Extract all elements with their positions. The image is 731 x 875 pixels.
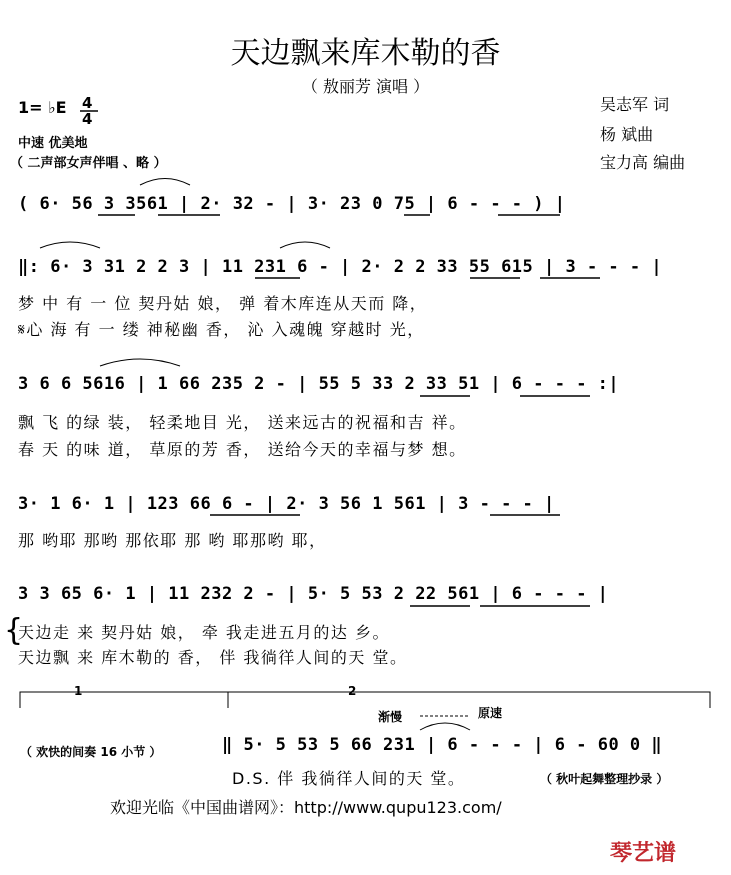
brand-logo: 琴艺谱 <box>610 841 677 866</box>
lyric-row-3-verse-2: 春 天 的味 道， 草原的芳 香， 送给今天的幸福与梦 想。 <box>18 440 467 459</box>
volta-second-bracket <box>228 692 710 708</box>
notation-row-5: 3 3 65 6· 1 | 11 232 2 - | 5· 5 53 2 22 561 | 6 - - - | <box>18 584 609 604</box>
slur <box>40 242 100 248</box>
transcriber-note: （ 秋叶起舞整理抄录 ） <box>540 772 669 786</box>
lyric-row-5-verse-1: 天边走 来 契丹姑 娘， 牵 我走进五月的达 乡。 <box>18 623 391 642</box>
slur <box>280 242 330 248</box>
lyric-coda: D.S. 伴 我徜徉人间的天 堂。 <box>232 769 466 788</box>
site-footer: 欢迎光临《中国曲谱网》：http://www.qupu123.com/ <box>110 798 502 817</box>
interlude-note: （ 欢快的间奏 16 小节 ） <box>20 745 162 759</box>
notation-coda: ‖ 5· 5 53 5 66 231 | 6 - - - | 6 - 60 0 ‖ <box>222 735 663 755</box>
tempo-rit: 渐慢 <box>378 710 403 724</box>
composer: 杨 斌曲 <box>600 125 654 144</box>
notation-row-1: ( 6· 56 3 3561 | 2· 32 - | 3· 23 0 75 | 6 - - - ) | <box>18 194 566 214</box>
key-signature: 1= ♭E <box>18 98 67 117</box>
lyric-row-3-verse-1: 飘 飞 的绿 装， 轻柔地目 光， 送来远古的祝福和吉 祥。 <box>18 413 467 432</box>
slur <box>100 359 180 366</box>
lyricist: 吴志军 词 <box>600 95 670 114</box>
volta-first-label: 1 <box>74 684 83 698</box>
performance-note: （ 二声部女声伴唱 、略 ） <box>10 156 167 171</box>
time-sig-bottom: 4 <box>82 110 93 128</box>
verse-brace: { <box>4 613 24 648</box>
notation-row-4: 3· 1 6· 1 | 123 66 6 - | 2· 3 56 1 561 | 3 - - - | <box>18 494 555 514</box>
time-sig-top: 4 <box>82 94 93 112</box>
lyric-row-5-verse-2: 天边飘 来 库木勒的 香， 伴 我徜徉人间的天 堂。 <box>18 648 408 667</box>
performer: （ 敖丽芳 演唱 ） <box>301 77 430 96</box>
slur <box>140 179 190 186</box>
tempo-a-tempo: 原速 <box>478 706 503 720</box>
volta-second-label: 2 <box>348 684 357 698</box>
song-title: 天边飘来库木勒的香 <box>230 36 501 71</box>
slur <box>420 723 470 730</box>
tempo-mark: 中速 优美地 <box>18 136 88 151</box>
notation-row-2: ‖: 6· 3 31 2 2 3 | 11 231 6 - | 2· 2 2 33 55 615 | 3 - - - | <box>18 257 663 277</box>
lyric-row-4: 那 哟耶 那哟 那依耶 那 哟 耶那哟 耶， <box>18 531 327 550</box>
arranger: 宝力高 编曲 <box>600 153 686 172</box>
lyric-row-2-verse-1: 梦 中 有 一 位 契丹姑 娘， 弹 着木库连从天而 降， <box>18 294 428 313</box>
lyric-row-2-verse-2: 𝄋心 海 有 一 缕 神秘幽 香， 沁 入魂魄 穿越时 光， <box>18 320 425 339</box>
notation-row-3: 3 6 6 5616 | 1 66 235 2 - | 55 5 33 2 33 51 | 6 - - - :| <box>18 374 620 394</box>
volta-first-bracket <box>20 692 320 708</box>
